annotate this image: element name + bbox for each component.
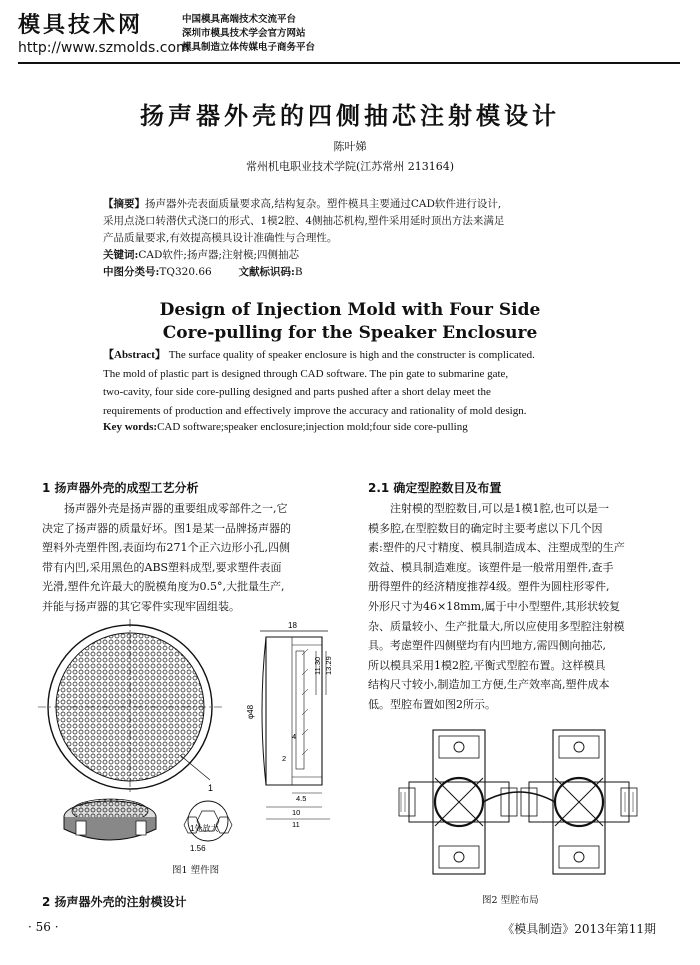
keywords-cn-label: 关键词: — [103, 249, 139, 261]
section-2-1-line: 所以模具采用1模2腔,平衡式型腔布置。这样模具 — [368, 658, 606, 672]
header-rule — [18, 62, 680, 64]
site-url[interactable]: http://www.szmolds.com — [18, 40, 190, 56]
section-1-line: 带有内凹,采用黑色的ABS塑料成型,要求塑件表面 — [42, 560, 282, 574]
page-number: · 56 · — [28, 920, 59, 934]
paper-title: 扬声器外壳的四侧抽芯注射模设计 — [140, 102, 560, 130]
abstract-cn — [103, 196, 613, 281]
tagline-1: 中国模具高端技术交流平台 — [182, 14, 297, 25]
detail-circle — [188, 801, 228, 841]
abstract-en-label: 【Abstract】 — [103, 349, 166, 361]
section-2-1-line: 结构尺寸较小,制造加工方便,生产效率高,塑件成本 — [368, 678, 610, 692]
section-view — [246, 621, 333, 829]
section-2-1-line: 素:塑件的尺寸精度、模具制造成本、注塑成型的生产 — [368, 541, 625, 555]
detail-label: 1处放大 — [190, 824, 219, 833]
section-1-line: 光滑,塑件允许最大的脱模角度为0.5°,大批量生产, — [42, 580, 285, 594]
english-title-line-1: Design of Injection Mold with Four Side — [159, 300, 541, 320]
section-1-line: 塑料外壳塑件图,表面均布271个正六边形小孔,四侧 — [42, 541, 290, 555]
keywords-en-text: CAD software;speaker enclosure;injection mold;four side core-pulling — [157, 421, 468, 433]
tagline-2: 深圳市模具技术学会官方网站 — [182, 28, 306, 39]
section-1-line: 扬声器外壳是扬声器的重要组成零部件之一,它 — [64, 502, 288, 515]
site-header — [18, 8, 688, 66]
section-1-body — [42, 499, 360, 617]
journal-issue: 《模具制造》2013年第11期 — [502, 922, 656, 936]
section-2-1-body — [368, 499, 672, 715]
keywords-en-label: Key words: — [103, 421, 158, 433]
abstract-cn-line: 扬声器外壳表面质量要求高,结构复杂。塑件模具主要通过CAD软件进行设计, — [145, 198, 502, 210]
section-2-1-line: 册得塑件的经济精度推荐4级。塑件为圆柱形零件, — [368, 580, 610, 594]
isometric-view — [64, 799, 156, 840]
figure-2-drawing — [395, 722, 660, 882]
author: 陈叶娣 — [333, 140, 367, 153]
section-1-line: 决定了扬声器的质量好坏。图1是某一品牌扬声器的 — [42, 521, 291, 535]
section-1-line: 并能与扬声器的其它零件实现牢固组装。 — [42, 599, 240, 613]
dim-11: 11 — [292, 820, 300, 829]
clc-label: 中图分类号: — [103, 266, 160, 278]
dim-2: 2 — [282, 754, 287, 763]
section-2-1-line: 模多腔,在型腔数目的确定时主要考虑以下几个因 — [368, 521, 603, 535]
dim-11-30: 11.30 — [313, 656, 322, 675]
abstract-en-line: two-cavity, four side core-pulling designed and parts pushed after a short delay meet the — [103, 386, 491, 398]
leader-label-1: 1 — [208, 783, 214, 793]
site-logo: 模具技术网 — [18, 13, 144, 38]
abstract-cn-label: 【摘要】 — [103, 198, 145, 210]
section-2-1-line: 注射模的型腔数目,可以是1模1腔,也可以是一 — [390, 502, 609, 515]
section-2-1-line: 杂、质量较小、生产批量大,所以应使用多型腔注射模 — [368, 619, 625, 633]
section-2-1-heading: 2.1 确定型腔数目及布置 — [368, 481, 502, 495]
dim-13-29: 13.29 — [324, 656, 333, 675]
abstract-en-line: The mold of plastic part is designed through CAD software. The pin gate to submarine gate, — [103, 367, 509, 380]
tagline-3: 模具制造立体传媒电子商务平台 — [182, 42, 316, 53]
keywords-en — [103, 421, 623, 433]
dim-4-5: 4.5 — [296, 794, 307, 803]
runner — [483, 792, 555, 802]
english-title-line-2: Core-pulling for the Speaker Enclosure — [162, 323, 538, 343]
doc-code: B — [294, 266, 303, 278]
cavity-left — [399, 730, 517, 874]
section-2-1-line: 外形尺寸为46×18mm,属于中小型塑件,其形状较复 — [368, 599, 621, 613]
figure-2-caption: 图2 型腔布局 — [482, 895, 539, 906]
abstract-en-line: The surface quality of speaker enclosure is high and the constructer is complicated. — [168, 349, 535, 361]
keywords-cn: CAD软件;扬声器;注射模;四侧抽芯 — [138, 249, 300, 261]
section-2-1-line: 低。型腔布置如图2所示。 — [368, 697, 496, 711]
section-1-heading: 1 扬声器外壳的成型工艺分析 — [42, 481, 199, 495]
dim-18: 18 — [288, 621, 297, 630]
abstract-en — [103, 346, 613, 420]
cavity-right — [521, 730, 637, 874]
dim-phi48: φ48 — [246, 704, 255, 719]
section-2-1-line: 具。考虑塑件四侧壁均有内凹地方,需四侧向抽芯, — [368, 639, 606, 653]
section-2-1-line: 效益、模具制造难度。该塑件是一般常用塑件,查手 — [368, 560, 614, 574]
dim-4: 4 — [292, 732, 297, 741]
abstract-cn-line: 产品质量要求,有效提高模具设计准确性与合理性。 — [103, 232, 338, 244]
abstract-cn-line: 采用点浇口转潜伏式浇口的形式、1模2腔、4侧抽芯机构,塑件采用延时顶出方法来满足 — [103, 215, 505, 227]
section-2-heading: 2 扬声器外壳的注射模设计 — [42, 895, 187, 909]
clc-code: TQ320.66 — [159, 266, 212, 278]
dim-1-56: 1.56 — [190, 844, 206, 853]
abstract-en-line: requirements of production and effectively improve the accuracy and rationality of mold design. — [103, 404, 527, 417]
doc-code-label: 文献标识码: — [238, 266, 295, 278]
affiliation: 常州机电职业技术学院(江苏常州 213164) — [245, 160, 455, 173]
dim-10: 10 — [292, 808, 301, 817]
figure-1-caption: 图1 塑件图 — [172, 865, 220, 876]
figure-1-drawing — [30, 615, 360, 855]
